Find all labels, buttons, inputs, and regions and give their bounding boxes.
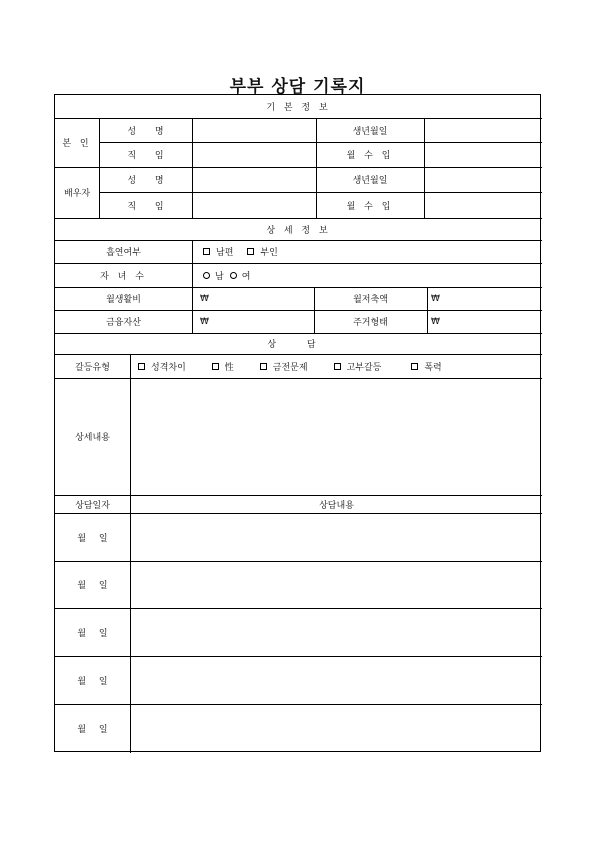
page-title: 부부 상담 기록지: [229, 77, 366, 97]
checkbox-icon: [260, 363, 267, 370]
session-date-5: 월 일: [77, 724, 108, 735]
date-column-header: 상담일자: [75, 500, 110, 511]
radio-icon: [203, 272, 210, 279]
children-options: [203, 263, 533, 287]
conflict-option-money[interactable]: 금전문제: [260, 360, 308, 373]
spouse-job-label: 직 임: [127, 201, 164, 212]
spouse-label: 배우자: [63, 189, 91, 199]
detail-content-label: 상세내용: [75, 433, 110, 443]
session-date-4: 월 일: [77, 676, 108, 687]
session-content-5[interactable]: [131, 704, 542, 752]
children-option-boy[interactable]: 남: [203, 269, 224, 282]
housing-field[interactable]: ₩: [431, 316, 440, 327]
checkbox-icon: [138, 363, 145, 370]
savings-label: 월저축액: [353, 295, 388, 305]
session-content-4[interactable]: [131, 656, 542, 704]
conflict-option-inlaw[interactable]: 고부갈등: [334, 360, 382, 373]
children-option-girl[interactable]: 여: [230, 269, 251, 282]
content-column-header: 상담내용: [319, 500, 354, 511]
conflict-option-violence[interactable]: 폭력: [411, 360, 441, 373]
self-label: 본 인: [62, 139, 92, 149]
checkbox-icon: [203, 248, 210, 255]
living-cost-label: 월생활비: [106, 295, 141, 305]
self-name-label: 성 명: [127, 126, 164, 137]
living-cost-field[interactable]: ₩: [200, 293, 209, 304]
self-income-label: 월 수 입: [346, 151, 394, 161]
self-birth-field[interactable]: [424, 118, 542, 142]
assets-label: 금융자산: [106, 318, 141, 328]
children-label: 자 녀 수: [100, 271, 147, 282]
smoking-label: 흡연여부: [106, 248, 141, 258]
conflict-type-options: [138, 354, 538, 378]
checkbox-icon: [334, 363, 341, 370]
detail-content-field[interactable]: [131, 378, 542, 495]
session-date-1: 월 일: [77, 533, 108, 544]
basic-info-header: 기 본 정 보: [266, 103, 331, 113]
checkbox-icon: [247, 248, 254, 255]
spouse-birth-label: 생년월일: [352, 176, 388, 186]
spouse-income-field[interactable]: [424, 192, 542, 218]
conflict-option-personality[interactable]: 성격차이: [138, 360, 186, 373]
self-birth-label: 생년월일: [352, 126, 388, 137]
smoking-option-wife[interactable]: 부인: [247, 245, 277, 258]
detail-info-header: 상 세 정 보: [266, 225, 331, 236]
conflict-type-label: 갈등유형: [75, 362, 110, 373]
spouse-job-field[interactable]: [192, 192, 316, 218]
assets-field[interactable]: ₩: [200, 316, 209, 327]
smoking-option-husband[interactable]: 남편: [203, 245, 233, 258]
spouse-name-field[interactable]: [192, 167, 316, 192]
session-content-1[interactable]: [131, 513, 542, 561]
housing-label: 주거형태: [353, 318, 388, 328]
self-job-field[interactable]: [192, 142, 316, 167]
counseling-form: [54, 94, 541, 752]
conflict-option-sex[interactable]: 性: [212, 360, 234, 373]
checkbox-icon: [411, 363, 418, 370]
session-content-2[interactable]: [131, 561, 542, 608]
self-income-field[interactable]: [424, 142, 542, 167]
session-content-3[interactable]: [131, 608, 542, 656]
counsel-header: 상 담: [267, 340, 330, 350]
spouse-income-label: 월 수 입: [346, 201, 394, 212]
savings-field[interactable]: ₩: [431, 293, 440, 304]
smoking-options: [203, 240, 533, 263]
session-date-2: 월 일: [77, 581, 108, 591]
spouse-birth-field[interactable]: [424, 167, 542, 192]
self-job-label: 직 임: [127, 151, 164, 161]
self-name-field[interactable]: [192, 118, 316, 142]
spouse-name-label: 성 명: [127, 176, 164, 186]
checkbox-icon: [212, 363, 219, 370]
radio-icon: [230, 272, 237, 279]
session-date-3: 월 일: [77, 628, 108, 639]
